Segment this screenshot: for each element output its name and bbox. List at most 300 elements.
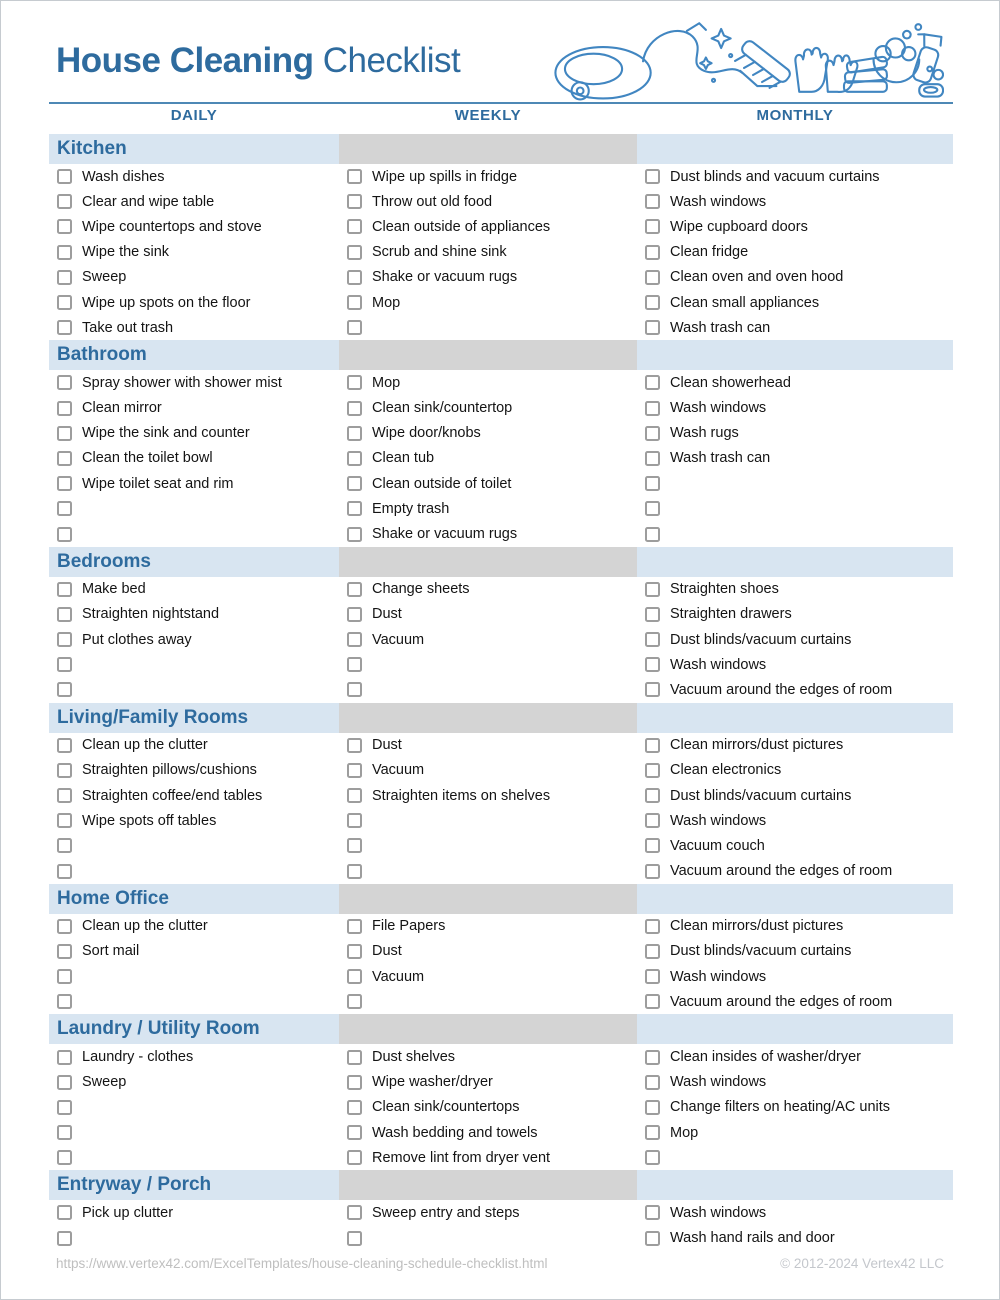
task-cell [339, 290, 637, 315]
task-checkbox[interactable] [645, 607, 660, 622]
task-checkbox[interactable] [347, 401, 362, 416]
task-label: Wash windows [670, 1074, 767, 1091]
task-checkbox[interactable] [57, 401, 72, 416]
task-checkbox[interactable] [57, 527, 72, 542]
section-rows [49, 164, 953, 340]
task-cell [637, 577, 953, 602]
task-checkbox[interactable] [347, 245, 362, 260]
task-checkbox[interactable] [645, 270, 660, 285]
task-checkbox[interactable] [57, 969, 72, 984]
task-checkbox[interactable] [347, 682, 362, 697]
task-cell [637, 1200, 953, 1225]
task-cell [339, 471, 637, 496]
task-checkbox[interactable] [645, 295, 660, 310]
task-label: Clean outside of appliances [372, 218, 551, 235]
section-band-segment [339, 703, 637, 733]
task-checkbox[interactable] [57, 375, 72, 390]
task-cell [339, 677, 637, 702]
task-cell [637, 602, 953, 627]
task-cell [49, 214, 339, 239]
page-title-main: House Cleaning [56, 41, 314, 80]
task-checkbox[interactable] [645, 501, 660, 516]
task-checkbox[interactable] [645, 919, 660, 934]
task-cell [637, 471, 953, 496]
task-checkbox[interactable] [347, 738, 362, 753]
task-checkbox[interactable] [57, 994, 72, 1009]
task-label: Vacuum couch [670, 837, 765, 854]
task-cell [339, 1120, 637, 1145]
task-label: Wipe washer/dryer [372, 1074, 493, 1091]
task-checkbox[interactable] [57, 169, 72, 184]
task-cell [49, 189, 339, 214]
task-label: Straighten shoes [670, 581, 779, 598]
task-label: Dust [372, 606, 402, 623]
task-cell [49, 602, 339, 627]
task-checkbox[interactable] [347, 813, 362, 828]
task-label: Wipe up spills in fridge [372, 168, 518, 185]
task-cell [339, 964, 637, 989]
task-label: Wash rugs [670, 425, 739, 442]
task-checkbox[interactable] [347, 632, 362, 647]
task-checkbox[interactable] [57, 194, 72, 209]
task-cell [49, 758, 339, 783]
task-checkbox[interactable] [57, 682, 72, 697]
task-label: Wash dishes [82, 168, 165, 185]
task-checkbox[interactable] [645, 1231, 660, 1246]
task-checkbox[interactable] [57, 632, 72, 647]
task-label: Wipe toilet seat and rim [82, 475, 234, 492]
task-checkbox[interactable] [347, 1100, 362, 1115]
task-cell [49, 627, 339, 652]
task-label: Dust blinds/vacuum curtains [670, 787, 852, 804]
section-title: Entryway / Porch [57, 1174, 212, 1196]
task-checkbox[interactable] [645, 245, 660, 260]
task-checkbox[interactable] [57, 476, 72, 491]
task-checkbox[interactable] [347, 969, 362, 984]
section-rows [49, 1200, 953, 1250]
task-cell [339, 189, 637, 214]
task-label: Wash trash can [670, 450, 771, 467]
task-checkbox[interactable] [645, 1050, 660, 1065]
section-band-segment [637, 547, 953, 577]
task-cell [637, 939, 953, 964]
task-cell [49, 290, 339, 315]
task-checkbox[interactable] [347, 994, 362, 1009]
task-cell [339, 240, 637, 265]
task-checkbox[interactable] [57, 582, 72, 597]
task-cell [49, 1120, 339, 1145]
task-checkbox[interactable] [645, 401, 660, 416]
task-label: Shake or vacuum rugs [372, 269, 518, 286]
task-checkbox[interactable] [645, 657, 660, 672]
task-cell [637, 914, 953, 939]
task-label: Dust [372, 943, 402, 960]
task-label: Vacuum [372, 762, 425, 779]
task-checkbox[interactable] [347, 426, 362, 441]
task-cell [49, 677, 339, 702]
task-checkbox[interactable] [347, 476, 362, 491]
task-checkbox[interactable] [645, 944, 660, 959]
task-checkbox[interactable] [347, 788, 362, 803]
task-checkbox[interactable] [347, 657, 362, 672]
task-cell [637, 240, 953, 265]
task-checkbox[interactable] [645, 1075, 660, 1090]
task-checkbox[interactable] [645, 813, 660, 828]
task-label: Straighten pillows/cushions [82, 762, 257, 779]
task-cell [637, 808, 953, 833]
task-checkbox[interactable] [57, 426, 72, 441]
task-cell [637, 1226, 953, 1251]
task-checkbox[interactable] [57, 607, 72, 622]
task-checkbox[interactable] [645, 994, 660, 1009]
task-checkbox[interactable] [57, 919, 72, 934]
task-cell [339, 1044, 637, 1069]
task-cell [339, 214, 637, 239]
page-title-sub: Checklist [322, 41, 461, 80]
task-label: Dust shelves [372, 1049, 456, 1066]
task-label: Clean insides of washer/dryer [670, 1049, 862, 1066]
task-cell [49, 652, 339, 677]
task-cell [339, 733, 637, 758]
task-checkbox[interactable] [347, 295, 362, 310]
task-label: Take out trash [82, 319, 174, 336]
task-cell [339, 833, 637, 858]
section-band-segment [637, 134, 953, 164]
task-cell [339, 652, 637, 677]
section-band-segment [637, 1170, 953, 1200]
task-checkbox[interactable] [645, 320, 660, 335]
task-label: Clean up the clutter [82, 737, 208, 754]
task-checkbox[interactable] [347, 527, 362, 542]
task-checkbox[interactable] [57, 295, 72, 310]
task-checkbox[interactable] [347, 270, 362, 285]
task-label: Vacuum around the edges of room [670, 863, 893, 880]
task-label: Sweep [82, 269, 127, 286]
section-band-segment [637, 1014, 953, 1044]
task-label: Scrub and shine sink [372, 244, 507, 261]
task-label: Dust blinds and vacuum curtains [670, 168, 880, 185]
task-checkbox[interactable] [57, 1100, 72, 1115]
task-label: Vacuum around the edges of room [670, 993, 893, 1010]
task-cell [339, 577, 637, 602]
task-checkbox[interactable] [645, 219, 660, 234]
task-label: Wipe the sink [82, 244, 170, 261]
section-rows [49, 577, 953, 703]
task-cell [637, 521, 953, 546]
cleaning-tools-illustration [544, 13, 944, 102]
task-cell [49, 1145, 339, 1170]
task-cell [49, 521, 339, 546]
task-label: Vacuum [372, 631, 425, 648]
task-cell [637, 833, 953, 858]
task-label: Wash windows [670, 812, 767, 829]
task-cell [637, 265, 953, 290]
task-checkbox[interactable] [347, 944, 362, 959]
section-band-segment [637, 340, 953, 370]
footer-copyright: © 2012-2024 Vertex42 LLC [780, 1256, 944, 1271]
section-band-segment [49, 884, 339, 914]
task-checkbox[interactable] [57, 763, 72, 778]
task-checkbox[interactable] [645, 527, 660, 542]
task-cell [49, 989, 339, 1014]
section-band-segment [49, 703, 339, 733]
task-checkbox[interactable] [347, 1231, 362, 1246]
task-checkbox[interactable] [347, 1205, 362, 1220]
task-label: Straighten coffee/end tables [82, 787, 263, 804]
task-checkbox[interactable] [57, 219, 72, 234]
task-cell [49, 808, 339, 833]
task-cell [339, 1095, 637, 1120]
task-checkbox[interactable] [57, 320, 72, 335]
task-label: Dust blinds/vacuum curtains [670, 943, 852, 960]
task-cell [49, 446, 339, 471]
task-checkbox[interactable] [347, 1075, 362, 1090]
task-checkbox[interactable] [645, 763, 660, 778]
task-cell [637, 1070, 953, 1095]
task-cell [339, 859, 637, 884]
section-title: Living/Family Rooms [57, 706, 249, 728]
task-label: Shake or vacuum rugs [372, 526, 518, 543]
task-checkbox[interactable] [57, 657, 72, 672]
task-cell [637, 290, 953, 315]
task-label: Clean mirror [82, 400, 162, 417]
section-band [49, 547, 953, 577]
task-label: Wash windows [670, 1204, 767, 1221]
task-cell [49, 733, 339, 758]
task-cell [49, 859, 339, 884]
task-checkbox[interactable] [347, 320, 362, 335]
task-cell [637, 1145, 953, 1170]
task-checkbox[interactable] [645, 476, 660, 491]
task-label: Clean showerhead [670, 374, 791, 391]
task-checkbox[interactable] [347, 219, 362, 234]
task-cell [49, 939, 339, 964]
task-cell [339, 265, 637, 290]
task-checkbox[interactable] [57, 1231, 72, 1246]
task-checkbox[interactable] [645, 838, 660, 853]
task-checkbox[interactable] [645, 1150, 660, 1165]
task-label: Wash hand rails and door [670, 1230, 835, 1247]
task-checkbox[interactable] [347, 1125, 362, 1140]
task-checkbox[interactable] [57, 813, 72, 828]
task-cell [339, 939, 637, 964]
task-cell [339, 627, 637, 652]
task-cell [49, 471, 339, 496]
task-cell [339, 1200, 637, 1225]
task-label: Wipe cupboard doors [670, 218, 808, 235]
task-checkbox[interactable] [57, 270, 72, 285]
task-checkbox[interactable] [645, 864, 660, 879]
task-checkbox[interactable] [347, 194, 362, 209]
task-label: Wash bedding and towels [372, 1124, 538, 1141]
task-checkbox[interactable] [645, 169, 660, 184]
task-cell [49, 265, 339, 290]
task-checkbox[interactable] [57, 1050, 72, 1065]
task-checkbox[interactable] [645, 788, 660, 803]
task-checkbox[interactable] [347, 864, 362, 879]
section-rows [49, 370, 953, 546]
task-cell [339, 914, 637, 939]
task-checkbox[interactable] [645, 451, 660, 466]
section-rows [49, 733, 953, 884]
task-cell [339, 370, 637, 395]
task-checkbox[interactable] [645, 969, 660, 984]
task-cell [49, 240, 339, 265]
task-checkbox[interactable] [347, 607, 362, 622]
section-band-segment [339, 340, 637, 370]
task-checkbox[interactable] [57, 245, 72, 260]
task-label: Straighten items on shelves [372, 787, 551, 804]
task-label: Clean outside of toilet [372, 475, 512, 492]
task-checkbox[interactable] [347, 1050, 362, 1065]
task-cell [49, 315, 339, 340]
task-checkbox[interactable] [347, 763, 362, 778]
task-cell [49, 421, 339, 446]
task-checkbox[interactable] [57, 1205, 72, 1220]
task-cell [339, 783, 637, 808]
task-cell [49, 1070, 339, 1095]
page-title [56, 41, 460, 81]
column-header-monthly: MONTHLY [756, 107, 834, 124]
task-cell [49, 964, 339, 989]
task-checkbox[interactable] [347, 919, 362, 934]
task-label: Wash windows [670, 656, 767, 673]
task-checkbox[interactable] [645, 632, 660, 647]
task-cell [49, 370, 339, 395]
task-label: Sort mail [82, 943, 140, 960]
task-label: Straighten nightstand [82, 606, 220, 623]
task-label: Clean the toilet bowl [82, 450, 213, 467]
section-band-segment [49, 547, 339, 577]
task-checkbox[interactable] [347, 169, 362, 184]
task-cell [339, 1070, 637, 1095]
task-label: Spray shower with shower mist [82, 374, 282, 391]
task-label: Clean sink/countertops [372, 1099, 520, 1116]
task-checkbox[interactable] [645, 426, 660, 441]
task-checkbox[interactable] [347, 582, 362, 597]
task-cell [637, 989, 953, 1014]
task-label: Make bed [82, 581, 146, 598]
task-checkbox[interactable] [645, 1205, 660, 1220]
task-label: Wipe countertops and stove [82, 218, 262, 235]
sections [49, 134, 953, 1251]
section-band-segment [637, 703, 953, 733]
task-cell [637, 733, 953, 758]
section-title: Laundry / Utility Room [57, 1018, 260, 1040]
task-label: Throw out old food [372, 193, 493, 210]
task-label: Laundry - clothes [82, 1049, 194, 1066]
task-label: Dust [372, 737, 402, 754]
task-cell [339, 521, 637, 546]
column-header-row [49, 107, 953, 124]
task-label: Pick up clutter [82, 1204, 174, 1221]
section-band-segment [49, 134, 339, 164]
task-cell [339, 164, 637, 189]
task-label: Clean fridge [670, 244, 749, 261]
task-label: Change filters on heating/AC units [670, 1099, 891, 1116]
section-band-segment [339, 884, 637, 914]
task-cell [339, 808, 637, 833]
spray-bottle-icon [905, 30, 944, 84]
task-checkbox[interactable] [645, 194, 660, 209]
section-band-segment [49, 340, 339, 370]
section-title: Bedrooms [57, 550, 151, 572]
task-label: Change sheets [372, 581, 470, 598]
task-label: Empty trash [372, 500, 450, 517]
task-checkbox[interactable] [645, 1100, 660, 1115]
task-checkbox[interactable] [645, 375, 660, 390]
task-checkbox[interactable] [645, 1125, 660, 1140]
task-checkbox[interactable] [57, 838, 72, 853]
task-cell [637, 496, 953, 521]
task-checkbox[interactable] [347, 375, 362, 390]
section-band-segment [339, 547, 637, 577]
task-cell [49, 783, 339, 808]
task-label: Wash trash can [670, 319, 771, 336]
section-band-segment [49, 1014, 339, 1044]
task-label: Clean electronics [670, 762, 782, 779]
task-cell [339, 602, 637, 627]
task-label: Clean mirrors/dust pictures [670, 918, 844, 935]
task-label: Wash windows [670, 400, 767, 417]
task-cell [637, 783, 953, 808]
task-checkbox[interactable] [57, 864, 72, 879]
section-band-segment [339, 1014, 637, 1044]
task-checkbox[interactable] [57, 451, 72, 466]
task-label: Mop [372, 294, 401, 311]
section-band-segment [49, 1170, 339, 1200]
task-label: Sweep [82, 1074, 127, 1091]
task-cell [339, 421, 637, 446]
task-label: Wipe up spots on the floor [82, 294, 251, 311]
task-label: Wipe the sink and counter [82, 425, 250, 442]
scrub-brush-icon [733, 39, 792, 93]
task-checkbox[interactable] [645, 738, 660, 753]
task-checkbox[interactable] [347, 501, 362, 516]
task-cell [637, 396, 953, 421]
task-checkbox[interactable] [347, 451, 362, 466]
task-checkbox[interactable] [57, 501, 72, 516]
task-checkbox[interactable] [645, 682, 660, 697]
task-checkbox[interactable] [57, 788, 72, 803]
section-band [49, 1014, 953, 1044]
section-band [49, 1170, 953, 1200]
task-cell [637, 370, 953, 395]
task-cell [339, 758, 637, 783]
task-checkbox[interactable] [57, 1075, 72, 1090]
task-checkbox[interactable] [57, 738, 72, 753]
task-cell [49, 1095, 339, 1120]
task-checkbox[interactable] [57, 944, 72, 959]
task-checkbox[interactable] [645, 582, 660, 597]
task-label: Clean oven and oven hood [670, 269, 844, 286]
task-cell [637, 214, 953, 239]
task-cell [637, 1044, 953, 1069]
task-cell [637, 189, 953, 214]
task-label: Clear and wipe table [82, 193, 215, 210]
section-band [49, 340, 953, 370]
task-cell [339, 1226, 637, 1251]
task-checkbox[interactable] [347, 1150, 362, 1165]
task-cell [49, 496, 339, 521]
task-label: Put clothes away [82, 631, 192, 648]
task-cell [339, 396, 637, 421]
task-checkbox[interactable] [57, 1150, 72, 1165]
section-band [49, 134, 953, 164]
task-checkbox[interactable] [347, 838, 362, 853]
task-cell [637, 1120, 953, 1145]
task-checkbox[interactable] [57, 1125, 72, 1140]
